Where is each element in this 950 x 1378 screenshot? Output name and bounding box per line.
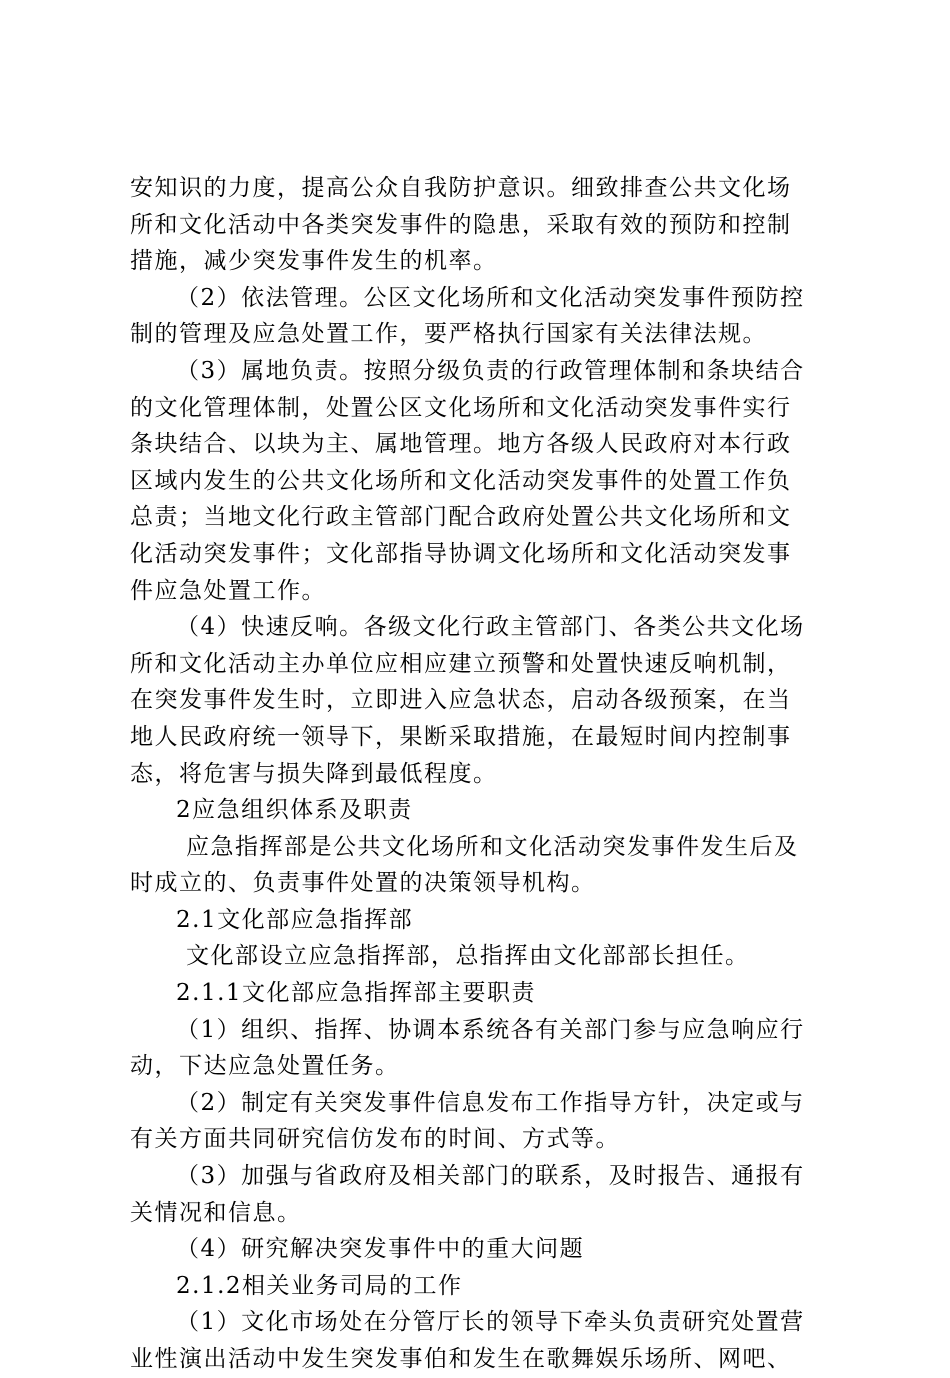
text-line: （1）组织、指挥、协调本系统各有关部门参与应急响应行 xyxy=(176,1016,805,1043)
text-line: 措施，减少突发事件发生的机率。 xyxy=(130,248,498,275)
text-line: （3）加强与省政府及相关部门的联系，及时报告、通报有 xyxy=(176,1163,805,1190)
text-line: 区域内发生的公共文化场所和文化活动突发事件的处置工作负 xyxy=(130,467,792,494)
text-line: （1）文化市场处在分管厅长的领导下牵头负责研究处置营 xyxy=(176,1309,805,1336)
text-line: 化活动突发事件；文化部指导协调文化场所和文化活动突发事 xyxy=(130,540,792,567)
text-line: 关情况和信息。 xyxy=(130,1199,302,1226)
section-heading: 2应急组织体系及职责 xyxy=(176,797,413,824)
text-line: 有关方面共同研究信仿发布的时间、方式等。 xyxy=(130,1126,620,1153)
text-line: （2）依法管理。公区文化场所和文化活动突发事件预防控 xyxy=(176,284,805,311)
text-line: 所和文化活动中各类突发事件的隐患，采取有效的预防和控制 xyxy=(130,211,792,238)
text-line: 条块结合、以块为主、属地管理。地方各级人民政府对本行政 xyxy=(130,431,792,458)
text-line: 在突发事件发生时，立即进入应急状态，启动各级预案，在当 xyxy=(130,687,792,714)
text-line: 文化部设立应急指挥部，总指挥由文化部部长担任。 xyxy=(186,943,750,970)
text-line: （3）属地负责。按照分级负责的行政管理体制和条块结合 xyxy=(176,357,805,384)
text-line: 安知识的力度，提高公众自我防护意识。细致排查公共文化场 xyxy=(130,175,792,201)
text-line: 业性演出活动中发生突发事伯和发生在歌舞娱乐场所、网吧、 xyxy=(130,1346,792,1372)
text-line: 总责；当地文化行政主管部门配合政府处置公共文化场所和文 xyxy=(130,504,792,531)
text-line: （4）研究解决突发事件中的重大问题 xyxy=(176,1236,585,1263)
text-line: 应急指挥部是公共文化场所和文化活动突发事件发生后及 xyxy=(186,833,799,860)
text-line: 的文化管理体制，处置公区文化场所和文化活动突发事件实行 xyxy=(130,394,792,421)
section-heading: 2.1文化部应急指挥部 xyxy=(176,906,414,933)
text-line: 制的管理及应急处置工作，要严格执行国家有关法律法规。 xyxy=(130,321,767,348)
text-line: 地人民政府统一领导下，果断采取措施，在最短时间内控制事 xyxy=(130,723,792,750)
text-line: 态，将危害与损失降到最低程度。 xyxy=(130,760,498,787)
section-heading: 2.1.1文化部应急指挥部主要职责 xyxy=(176,980,537,1007)
text-line: （2）制定有关突发事件信息发布工作指导方针，决定或与 xyxy=(176,1089,805,1116)
text-line: 所和文化活动主办单位应相应建立预警和处置快速反响机制， xyxy=(130,650,792,677)
text-line: 时成立的、负责事件处置的决策领导机构。 xyxy=(130,870,596,897)
document-body xyxy=(130,170,830,1378)
text-line: 件应急处置工作。 xyxy=(130,577,326,604)
section-heading: 2.1.2相关业务司局的工作 xyxy=(176,1272,463,1299)
text-line: 动，下达应急处置任务。 xyxy=(130,1053,400,1080)
text-line: （4）快速反响。各级文化行政主管部门、各类公共文化场 xyxy=(176,614,805,641)
